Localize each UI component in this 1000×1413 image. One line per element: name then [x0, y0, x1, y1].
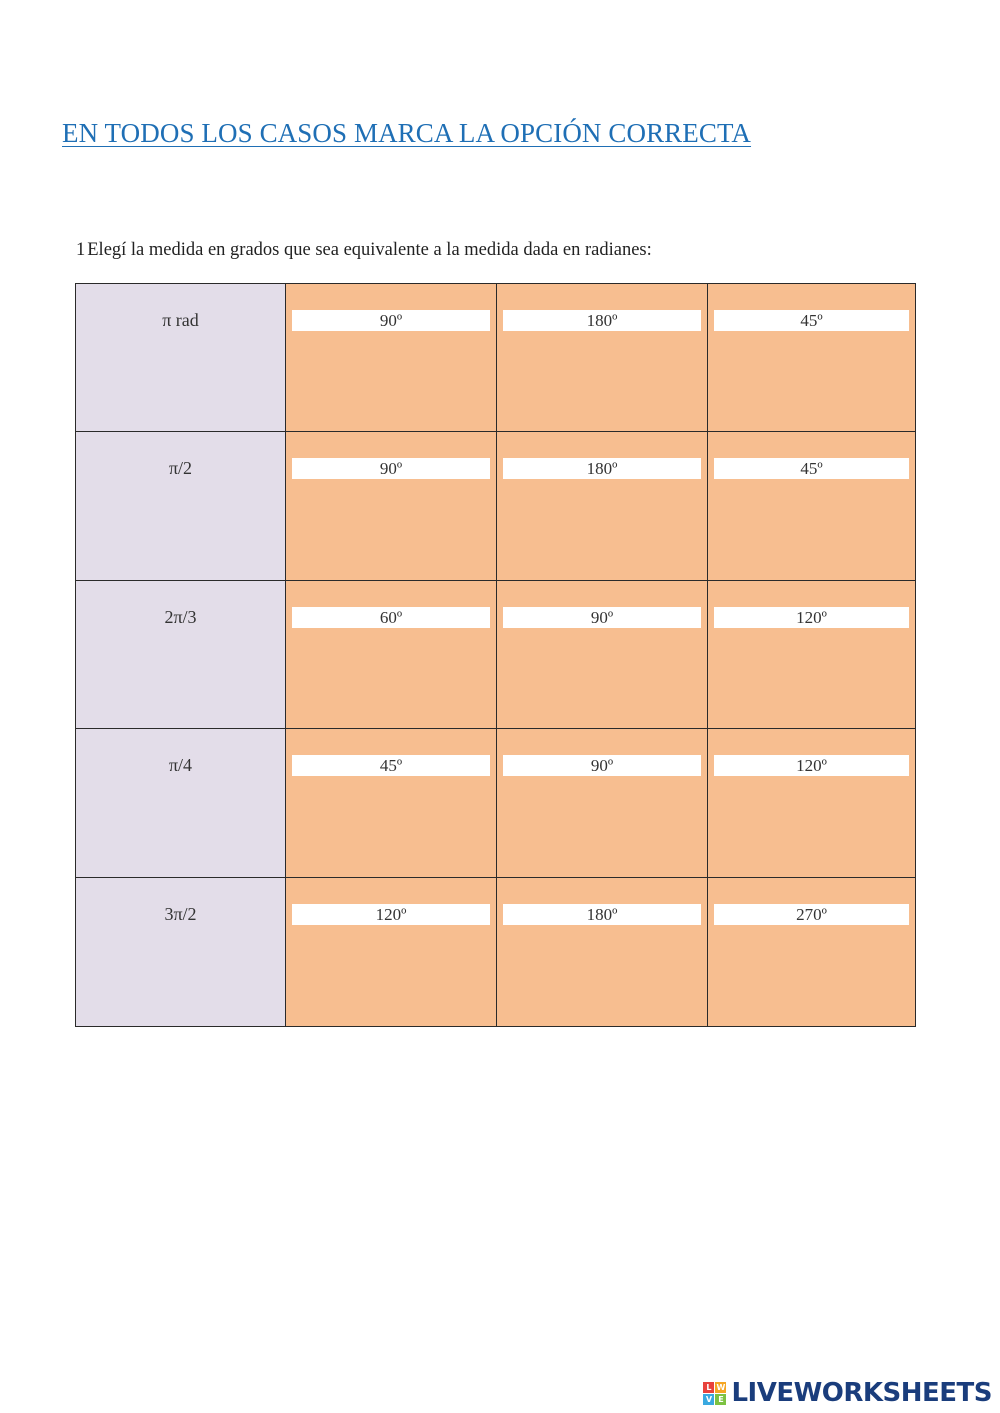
option-cell [497, 878, 708, 1026]
radian-label: 3π/2 [164, 903, 197, 924]
option-cell [497, 432, 708, 580]
radian-cell [76, 432, 286, 580]
answer-grid [75, 283, 916, 1027]
option-button[interactable]: 180º [503, 904, 701, 925]
option-cell [708, 878, 915, 1026]
question-text: Elegí la medida en grados que sea equivalente a la medida dada en radianes: [87, 240, 652, 260]
option-button[interactable]: 60º [292, 607, 490, 628]
option-cell [286, 878, 497, 1026]
option-cell [286, 581, 497, 729]
option-button[interactable]: 120º [714, 755, 909, 776]
option-cell [497, 284, 708, 432]
worksheet-title: EN TODOS LOS CASOS MARCA LA OPCIÓN CORRECTA [62, 118, 752, 148]
option-cell [286, 432, 497, 580]
logo-letter: W [716, 1382, 726, 1392]
option-button[interactable]: 180º [503, 458, 701, 479]
option-cell [708, 432, 915, 580]
option-cell [286, 284, 497, 432]
radian-cell [76, 729, 286, 877]
radian-label: π rad [162, 310, 199, 330]
option-button[interactable]: 90º [292, 458, 490, 479]
option-button[interactable]: 45º [714, 458, 909, 479]
logo-icon [703, 1382, 726, 1405]
option-button[interactable]: 90º [292, 310, 490, 331]
logo-letter: V [703, 1394, 714, 1405]
option-cell [286, 729, 497, 877]
logo-text: LIVEWORKSHEETS [731, 1378, 992, 1408]
option-cell [497, 729, 708, 877]
logo-letter: L [703, 1382, 714, 1393]
radian-cell [76, 581, 286, 729]
option-button[interactable]: 180º [503, 310, 701, 331]
option-button[interactable]: 120º [292, 904, 490, 925]
option-button[interactable]: 90º [503, 755, 701, 776]
question-prompt [76, 240, 652, 261]
option-button[interactable]: 120º [714, 607, 909, 628]
logo-letter: E [715, 1394, 726, 1405]
option-button[interactable]: 45º [292, 755, 490, 776]
option-button[interactable]: 90º [503, 607, 701, 628]
option-button[interactable]: 45º [714, 310, 909, 331]
option-cell [708, 729, 915, 877]
option-cell [497, 581, 708, 729]
option-cell [708, 581, 915, 729]
radian-label: π/4 [168, 755, 193, 776]
question-number: 1 [76, 240, 86, 260]
option-cell [708, 284, 915, 432]
radian-label: 2π/3 [164, 606, 197, 627]
radian-label: π/2 [168, 458, 193, 479]
liveworksheets-logo [703, 1378, 992, 1408]
radian-cell [76, 284, 286, 432]
radian-cell [76, 878, 286, 1026]
option-button[interactable]: 270º [714, 904, 909, 925]
